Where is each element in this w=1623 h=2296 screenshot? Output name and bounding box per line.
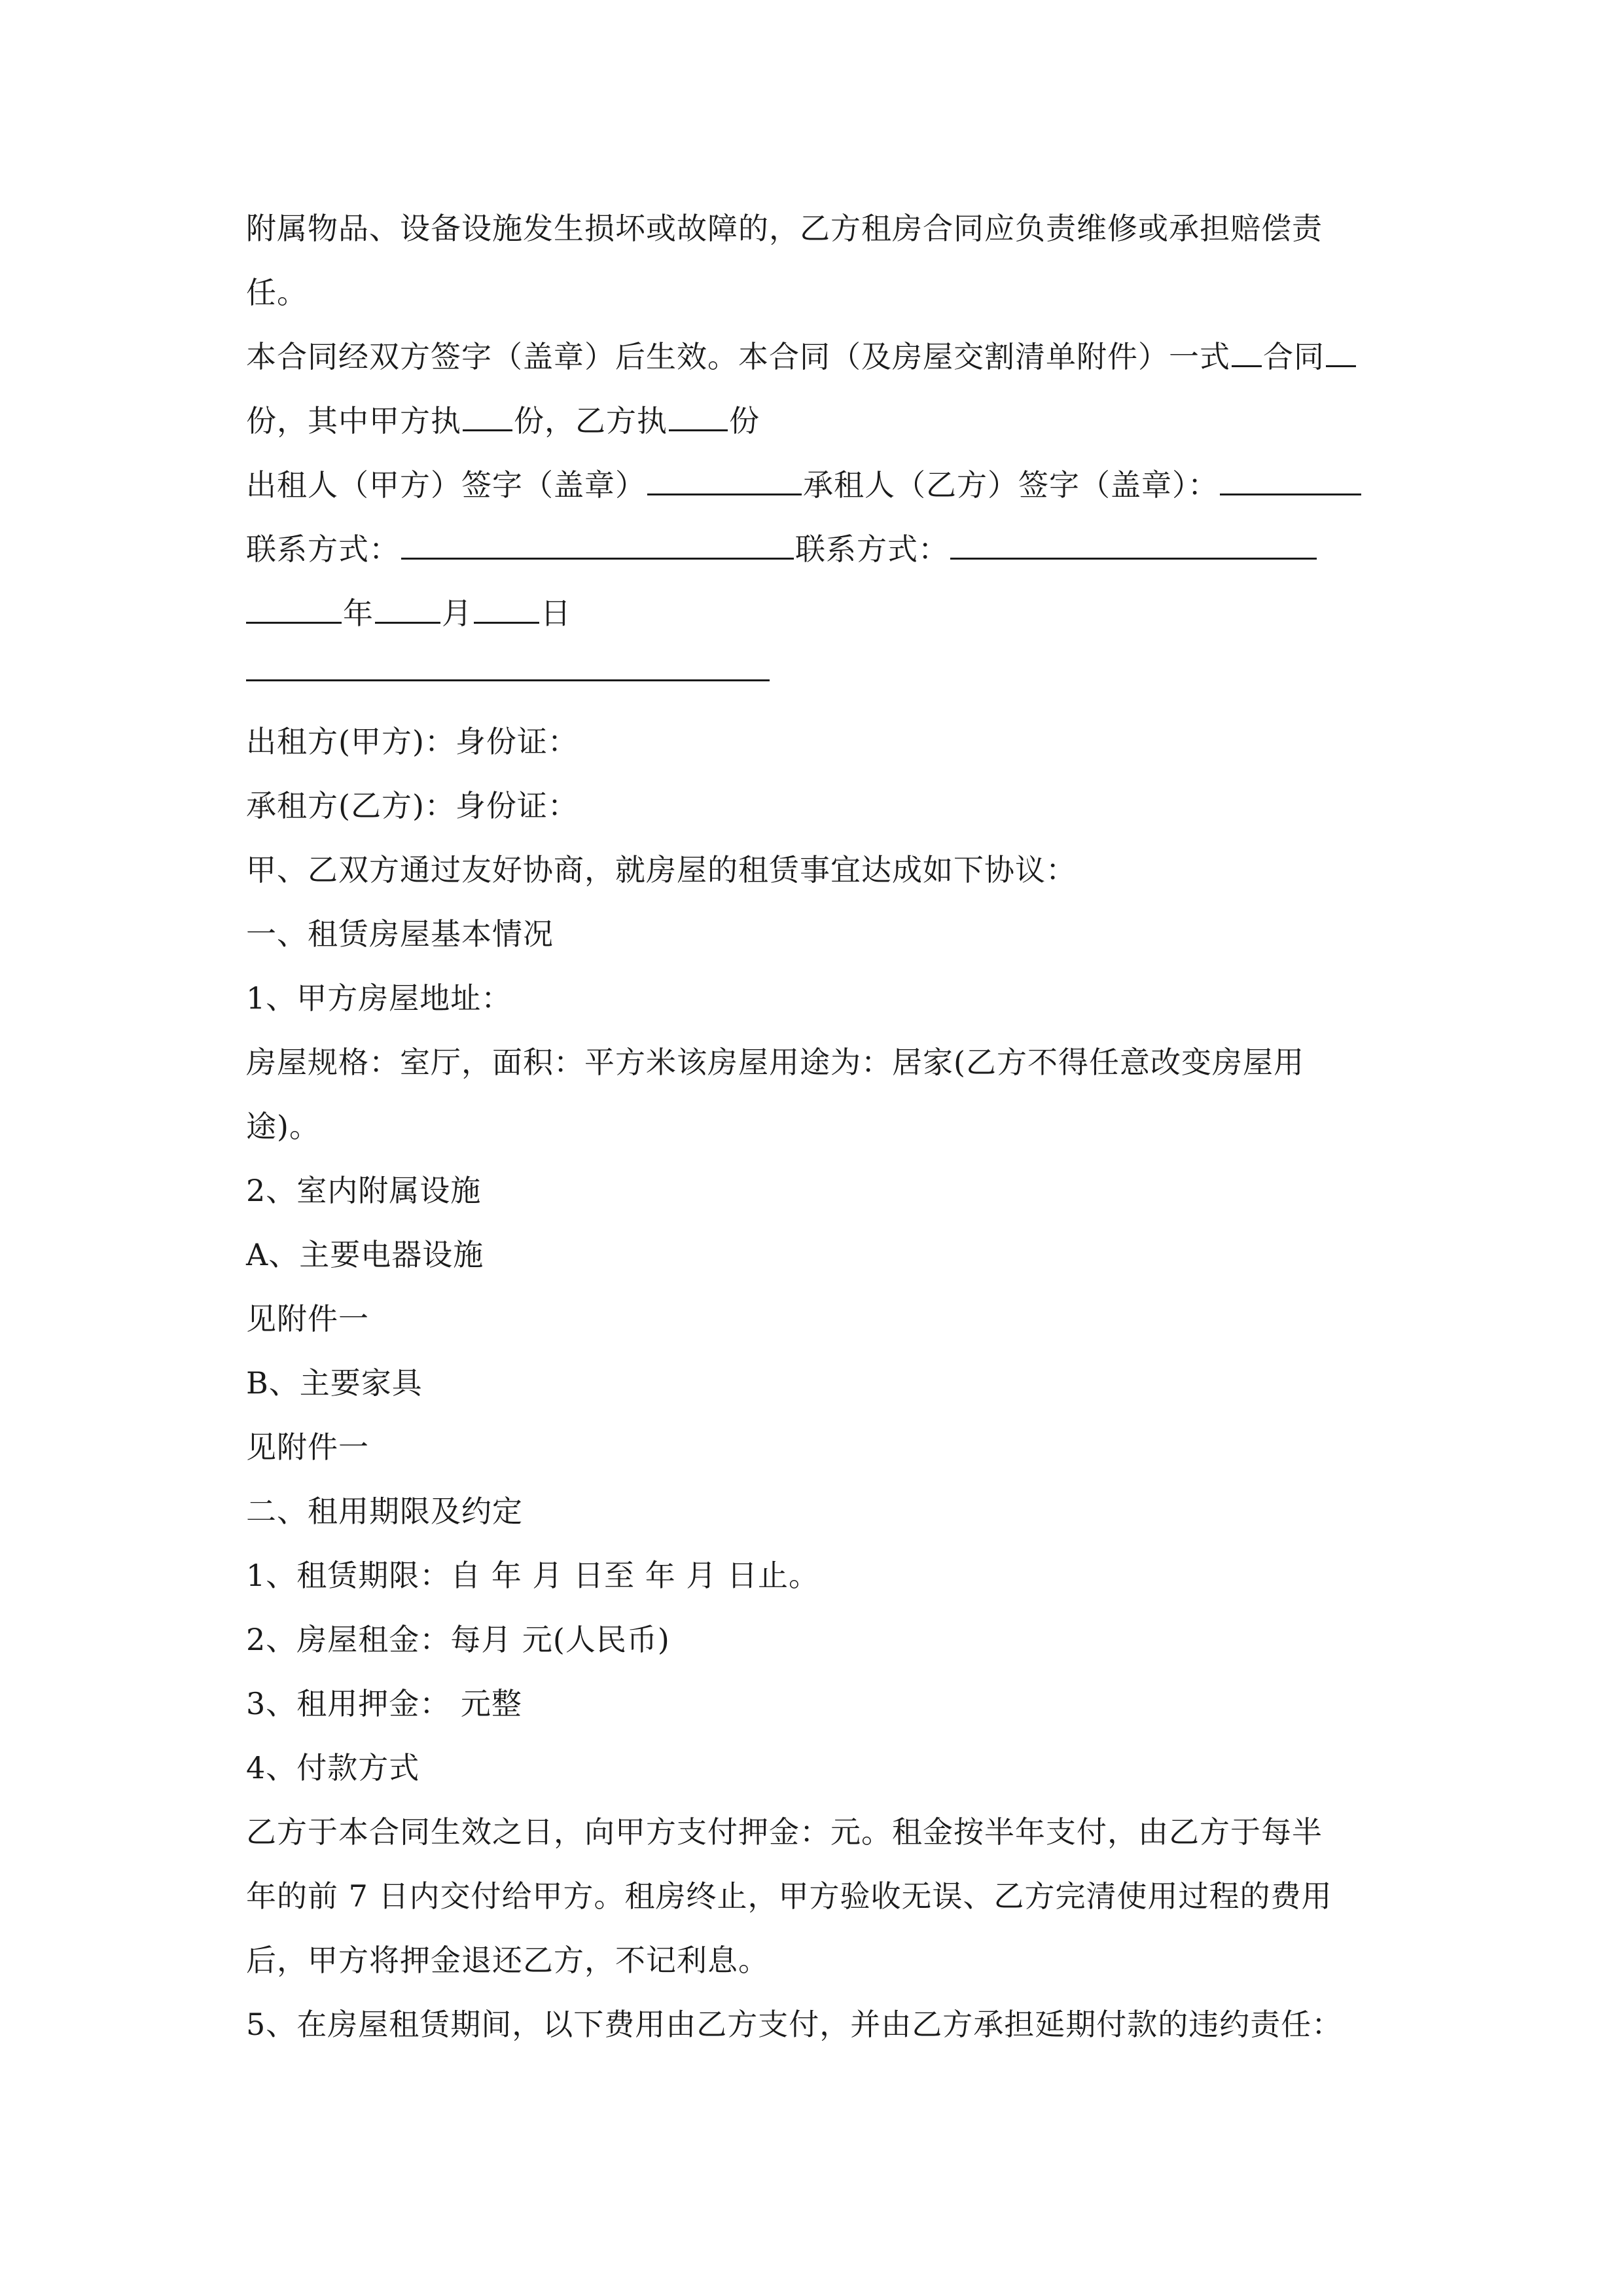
document-body [246,196,1385,2056]
contact-line [246,517,1385,581]
section-divider [246,645,1385,709]
copies-clause-text: 本合同经双方签字（盖章）后生效。本合同（及房屋交割清单附件）一式 [246,339,1230,374]
agreement-intro: 甲、乙双方通过友好协商，就房屋的租赁事宜达成如下协议： [246,852,1077,888]
party-b-copies-blank [669,404,728,431]
appliances-item: A、主要电器设施 [246,1237,484,1272]
facilities-item: 2、室内附属设施 [246,1173,482,1208]
paragraph-line: 房屋规格：室厅，面积：平方米该房屋用途为：居家(乙方不得任意改变房屋用 [246,1045,1304,1080]
copies-split-text: 份，乙方执 [514,403,668,439]
year-label: 年 [343,596,374,631]
rent-item: 2、房屋租金：每月 元(人民币) [246,1622,670,1657]
address-item: 1、甲方房屋地址： [246,980,512,1016]
paragraph-line: 后，甲方将押金退还乙方，不记利息。 [246,1943,769,1978]
payment-method-item: 4、付款方式 [246,1750,420,1785]
copies-clause-text: 合同 [1263,339,1325,374]
lease-term-item: 1、租赁期限：自 年 月 日至 年 月 日止。 [246,1558,819,1593]
lessor-signature-blank [647,469,802,495]
paragraph-line: 途)。 [246,1109,320,1144]
paragraph-line: 乙方于本合同生效之日，向甲方支付押金：元。租金按半年支付，由乙方于每半 [246,1814,1323,1850]
lessee-contact-label: 联系方式： [795,531,949,567]
month-blank [375,597,440,624]
section-heading-2: 二、租用期限及约定 [246,1494,523,1529]
section-heading-1: 一、租赁房屋基本情况 [246,916,554,952]
copies-split-line [246,389,1385,453]
paragraph-line: 附属物品、设备设施发生损坏或故障的，乙方租房合同应负责维修或承担赔偿责 [246,211,1323,246]
date-line [246,581,1385,645]
lessee-signature-blank [1220,469,1361,495]
party-a-copies-blank [463,404,512,431]
lessee-signature-label: 承租人（乙方）签字（盖章）： [803,467,1219,503]
lessor-id-line: 出租方(甲方)：身份证： [246,724,579,759]
copies-split-text: 份，其中甲方执 [246,403,461,439]
signature-line [246,453,1385,517]
see-attachment: 见附件一 [246,1429,369,1465]
expenses-item: 5、在房屋租赁期间，以下费用由乙方支付，并由乙方承担延期付款的违约责任： [246,2007,1343,2042]
lessee-contact-blank [950,533,1317,560]
deposit-item: 3、租用押金： 元整 [246,1686,522,1721]
lessor-contact-blank [401,533,794,560]
copies-clause-line [246,325,1385,389]
year-blank [246,597,342,624]
lessor-signature-label: 出租人（甲方）签字（盖章） [246,467,646,503]
copies-split-text: 份 [729,403,760,439]
furniture-item: B、主要家具 [246,1365,423,1401]
day-blank [474,597,539,624]
day-label: 日 [541,596,571,631]
month-label: 月 [442,596,473,631]
paragraph-line: 任。 [246,275,308,310]
paragraph-line: 年的前 7 日内交付给甲方。租房终止，甲方验收无误、乙方完清使用过程的费用 [246,1878,1332,1914]
lessor-contact-label: 联系方式： [246,531,400,567]
copies-total-blank [1232,340,1262,367]
see-attachment: 见附件一 [246,1301,369,1336]
copies-blank [1326,340,1356,367]
lessee-id-line: 承租方(乙方)：身份证： [246,788,579,823]
divider-bar [246,679,770,681]
